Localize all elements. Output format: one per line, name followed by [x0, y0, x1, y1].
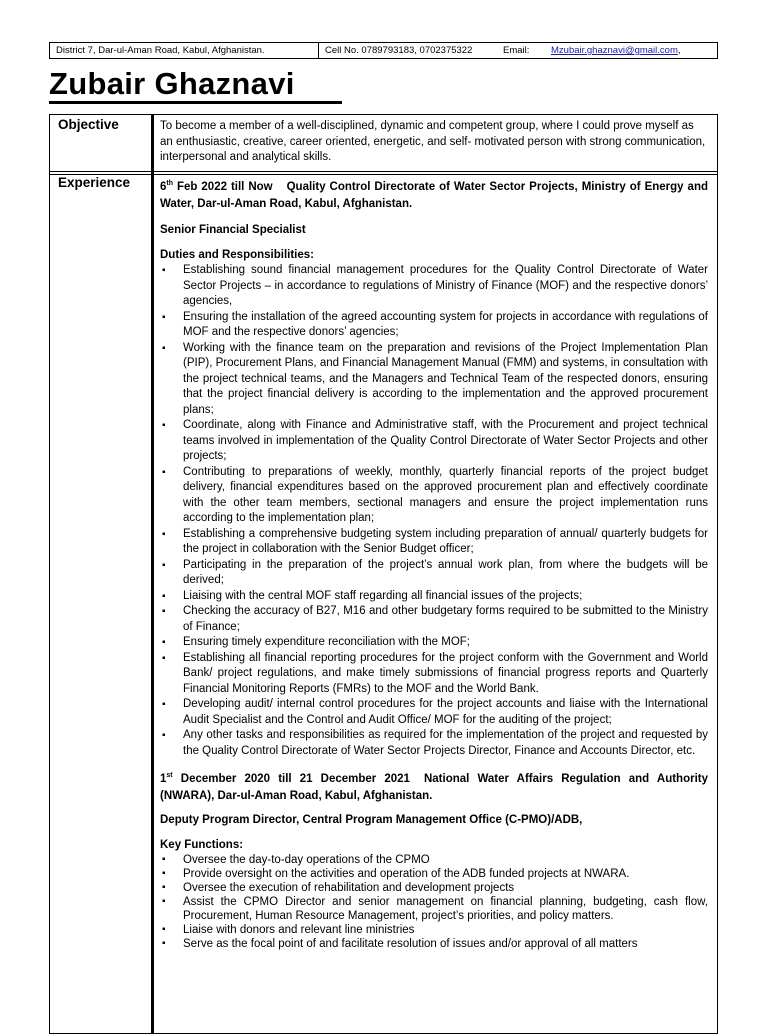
- contact-email-link[interactable]: Mzubair.ghaznavi@gmail.com: [551, 45, 678, 56]
- list-item: ▪ Any other tasks and responsibilities as required for the implementation of the project and requested by the Quality Control Directorate of Water Sector Projects Director, Finance and Accounts Director, etc.: [160, 728, 708, 759]
- list-item: ▪ Establishing sound financial management procedures for the Quality Control Directorate of Water Sector Projects – in accordance to regulations of Ministry of Finance (MOF) and the respective donors’ agencies,: [160, 263, 708, 310]
- job1-header: [160, 179, 708, 213]
- contact-email-suffix: ,: [677, 45, 681, 56]
- job1-title: Senior Financial Specialist: [160, 224, 306, 236]
- contact-cell: Cell No. 0789793183, 0702375322: [325, 45, 473, 56]
- contact-address: District 7, Dar-ul-Aman Road, Kabul, Afghanistan.: [50, 43, 319, 58]
- job2-date-day: 1: [160, 773, 167, 785]
- list-item: ▪ Liaising with the central MOF staff regarding all financial issues of the projects;: [160, 589, 708, 605]
- experience-label: Experience: [58, 175, 131, 190]
- job1-date-day: 6: [160, 181, 167, 193]
- resume-table: [49, 114, 718, 1034]
- list-item: ▪ Oversee the day-to-day operations of the CPMO: [160, 853, 708, 867]
- list-item: ▪ Ensuring the installation of the agreed accounting system for projects in accordance with regulations of MOF and the respective donors’ agencies;: [160, 310, 708, 341]
- objective-label: Objective: [58, 117, 119, 132]
- list-item: ▪ Serve as the focal point of and facilitate resolution of issues and/or approval of all matters: [160, 937, 708, 951]
- list-item: ▪ Establishing all financial reporting procedures for the project conform with the Government and World Bank/ project regulations, and make timely submissions of financial progress reports and Quarterly Financial Monitoring Reports (FMRs) to the MOF and the World Bank.: [160, 651, 708, 698]
- list-item: ▪ Assist the CPMO Director and senior management on financial planning, budgeting, cash flow, Procurement, Human Resource Management, project’s priorities, and policy matters.: [160, 895, 708, 923]
- contact-email-label: Email:: [503, 45, 530, 56]
- list-item: ▪ Liaise with donors and relevant line ministries: [160, 923, 708, 937]
- contact-details: [319, 43, 717, 58]
- list-item: ▪ Working with the finance team on the preparation and revisions of the Project Implementation Plan (PIP), Procurement Plans, and Financial Management Manual (FMM) and systems, in consultation with the project technical teams, and the Managers and Technical Team of the respected donors, ensuring that the project financial delivery is according to the implementation and the approved procurement plans;: [160, 341, 708, 419]
- job2-functions-heading: Key Functions:: [160, 838, 244, 851]
- job2-organization: National Water Affairs Regulation and Authority (NWARA), Dar-ul-Aman Road, Kabul, Afghanistan.: [160, 773, 708, 802]
- job2-date-sup: st: [166, 772, 173, 780]
- objective-text: To become a member of a well-disciplined, dynamic and competent group, where I could prove myself as an enthusiastic, creative, career oriented, energetic, and self- motivated person with strong communication, interpersonal and analytical skills.: [160, 120, 706, 163]
- job1-duties-heading: Duties and Responsibilities:: [160, 248, 314, 261]
- experience-section: [160, 179, 708, 951]
- list-item: ▪ Establishing a comprehensive budgeting system including preparation of annual/ quarterly budgets for the project in collaboration with the Senior Budget officer;: [160, 527, 708, 558]
- name-underline: [49, 101, 342, 104]
- job2-date-rest: December 2020 till 21 December 2021: [172, 773, 410, 785]
- column-divider: [151, 115, 154, 1033]
- list-item: ▪ Checking the accuracy of B27, M16 and other budgetary forms required to be submitted to the Ministry of Finance;: [160, 604, 708, 635]
- list-item: ▪ Provide oversight on the activities and operation of the ADB funded projects at NWARA.: [160, 867, 708, 881]
- job2-functions-list: [160, 853, 708, 951]
- list-item: ▪ Oversee the execution of rehabilitation and development projects: [160, 881, 708, 895]
- candidate-name: Zubair Ghaznavi: [49, 66, 295, 101]
- list-item: ▪ Coordinate, along with Finance and Administrative staff, with the Procurement and project technical teams involved in implementation of the Quality Control Directorate of Water Sector Projects and other projects;: [160, 418, 708, 465]
- job1-duties-list: [160, 263, 708, 759]
- list-item: ▪ Participating in the preparation of the project’s annual work plan, from where the budgets will be derived;: [160, 558, 708, 589]
- job1-date-rest: Feb 2022 till Now: [173, 181, 273, 193]
- row-divider-double: [50, 174, 717, 175]
- job1-date-sup: th: [166, 180, 174, 188]
- job1-organization: Quality Control Directorate of Water Sector Projects, Ministry of Energy and Water, Dar-ul-Aman Road, Kabul, Afghanistan.: [160, 181, 708, 210]
- contact-bar: [49, 42, 718, 59]
- row-divider: [50, 171, 717, 172]
- job2-title: Deputy Program Director, Central Program Management Office (C-PMO)/ADB,: [160, 814, 583, 826]
- job2-header: [160, 771, 708, 805]
- list-item: ▪ Developing audit/ internal control procedures for the project accounts and liaise with the International Audit Specialist and the Control and Audit Office/ MOF for the auditing of the project;: [160, 697, 708, 728]
- list-item: ▪ Contributing to preparations of weekly, monthly, quarterly financial reports of the project budget delivery, financial expenditures based on the approved procurement plan and effectively coordinate with the other team members, sectional managers and ensure the project implementation runs according to the implementation plan;: [160, 465, 708, 527]
- list-item: ▪ Ensuring timely expenditure reconciliation with the MOF;: [160, 635, 708, 651]
